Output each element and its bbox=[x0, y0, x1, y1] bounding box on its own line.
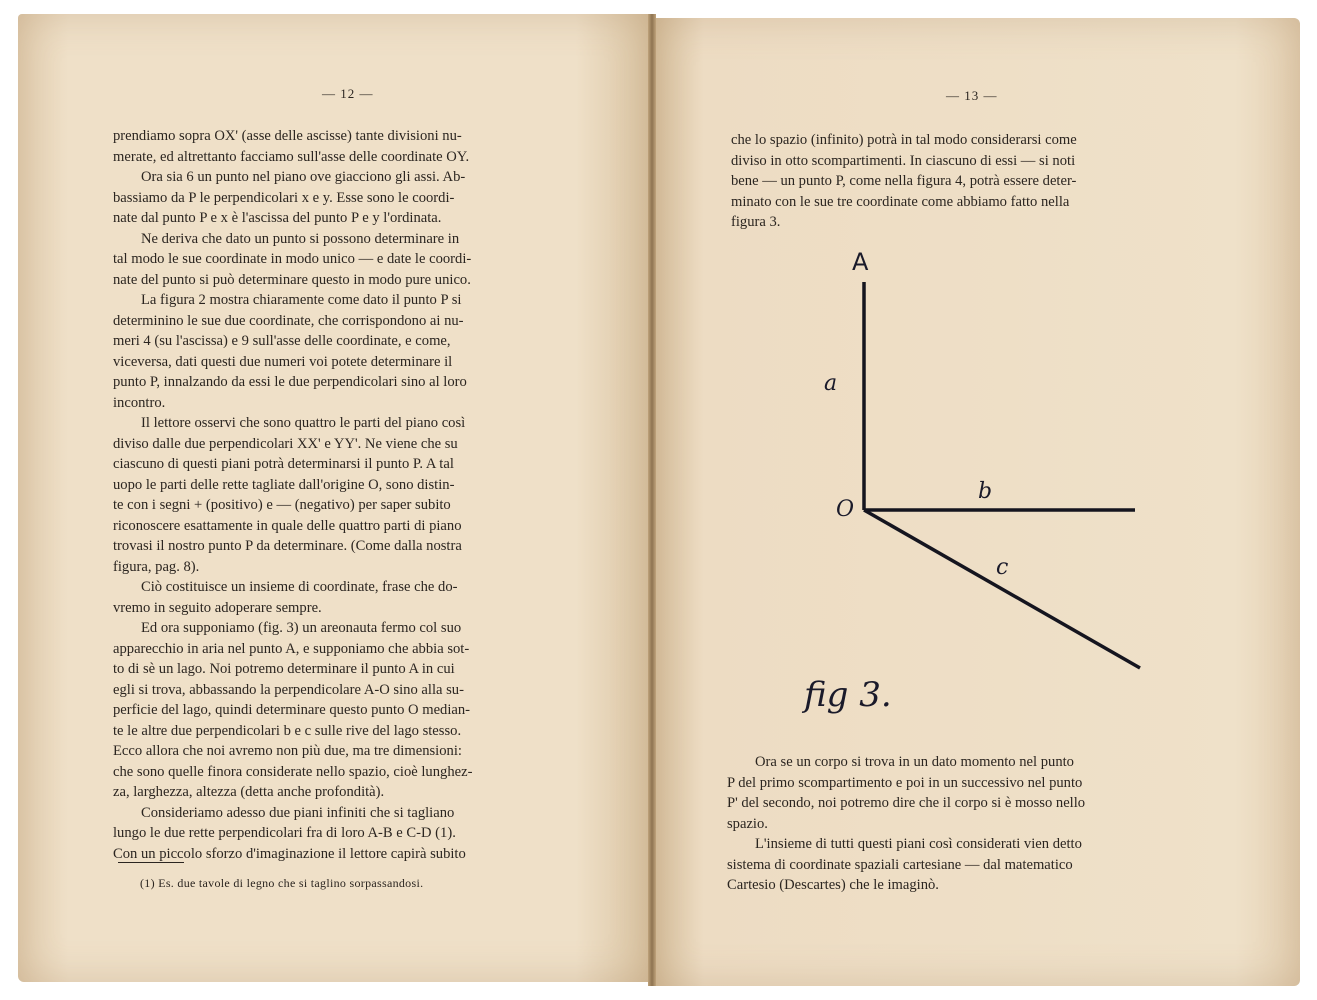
text-line: Ne deriva che dato un punto si possono determinare in bbox=[141, 230, 460, 247]
text-line: sistema di coordinate spaziali cartesiane — dal matematico bbox=[727, 856, 1073, 873]
label-O: O bbox=[836, 497, 855, 522]
text-line: Ed ora supponiamo (fig. 3) un areonauta fermo col suo bbox=[141, 620, 462, 636]
text-line: merate, ed altrettanto facciamo sull'asse delle coordinate OY. bbox=[113, 148, 470, 165]
text-line: nate dal punto P e x è l'ascissa del punto P e y l'ordinata. bbox=[113, 210, 442, 226]
text-line: spazio. bbox=[727, 815, 768, 832]
text-line: Il lettore osservi che sono quattro le parti del piano così bbox=[141, 415, 466, 431]
text-line: nate del punto si può determinare questo in modo pure unico. bbox=[113, 271, 471, 288]
text-line: figura 3. bbox=[731, 214, 781, 230]
label-a: a bbox=[824, 371, 838, 396]
axis-c-line bbox=[864, 510, 1140, 668]
text-line: incontro. bbox=[113, 394, 166, 411]
text-line: determinino le sue due coordinate, che corrispondono ai nu- bbox=[113, 312, 464, 329]
text-line: uopo le parti delle rette tagliate dall'origine O, sono distin- bbox=[113, 476, 455, 493]
book-spine bbox=[648, 14, 656, 986]
text-line: che lo spazio (infinito) potrà in tal modo considerarsi come bbox=[731, 132, 1077, 148]
text-line: ciascuno di questi piani potrà determinarsi il punto P. A tal bbox=[113, 456, 454, 472]
text-line: diviso dalle due perpendicolari XX' e YY'. Ne viene che su bbox=[113, 435, 458, 452]
text-line: minato con le sue tre coordinate come abbiamo fatto nella bbox=[731, 193, 1070, 210]
text-line: Con un piccolo sforzo d'imaginazione il lettore capirà subito bbox=[113, 845, 466, 862]
text-line: lungo le due rette perpendicolari fra di loro A-B e C-D (1). bbox=[113, 825, 456, 841]
text-line: punto P, innalzando da essi le due perpendicolari sino al loro bbox=[113, 374, 467, 390]
text-line: Ciò costituisce un insieme di coordinate, frase che do- bbox=[141, 579, 458, 595]
text-line: Ecco allora che noi avremo non più due, ma tre dimensioni: bbox=[113, 743, 462, 759]
left-page-number: — 12 — bbox=[322, 86, 374, 101]
text-line: viceversa, dati questi due numeri voi potete determinare il bbox=[113, 353, 453, 370]
text-line: to di sè un lago. Noi potremo determinare il punto A in cui bbox=[113, 661, 455, 677]
figure-3-diagram bbox=[780, 240, 1160, 720]
text-line: tal modo le sue coordinate in modo unico — e date le coordi- bbox=[113, 251, 472, 267]
text-line: Ora se un corpo si trova in un dato momento nel punto bbox=[755, 754, 1074, 770]
label-b: b bbox=[978, 479, 993, 504]
text-line: vremo in seguito adoperare sempre. bbox=[113, 599, 322, 616]
text-line: trovasi il nostro punto P da determinare. (Come dalla nostra bbox=[113, 538, 462, 554]
footnote: (1) Es. due tavole di legno che si taglino sorpassandosi. bbox=[140, 876, 424, 890]
text-line: P del primo scompartimento e poi in un successivo nel punto bbox=[727, 774, 1083, 791]
text-line: P' del secondo, noi potremo dire che il corpo si è mosso nello bbox=[727, 795, 1086, 811]
text-line: apparecchio in aria nel punto A, e supponiamo che abbia sot- bbox=[113, 640, 470, 657]
text-line: Consideriamo adesso due piani infiniti che si tagliano bbox=[141, 804, 455, 821]
text-line: egli si trova, abbassando la perpendicolare A-O sino alla su- bbox=[113, 681, 464, 698]
text-line: che sono quelle finora considerate nello spazio, cioè lunghez- bbox=[113, 763, 473, 780]
right-page-number: — 13 — bbox=[946, 88, 998, 103]
text-line: perficie del lago, quindi determinare questo punto O median- bbox=[113, 702, 471, 718]
right-page-top-text bbox=[731, 130, 1211, 233]
text-line: riconoscere esattamente in quale delle quattro parti di piano bbox=[113, 517, 462, 534]
text-line: La figura 2 mostra chiaramente come dato il punto P si bbox=[141, 292, 462, 308]
text-line: Ora sia 6 un punto nel piano ove giacciono gli assi. Ab- bbox=[141, 169, 466, 185]
footnote-divider bbox=[118, 862, 184, 863]
text-line: L'insieme di tutti questi piani così considerati vien detto bbox=[755, 836, 1082, 852]
figure-caption: fig 3. bbox=[804, 675, 892, 715]
label-c: c bbox=[996, 555, 1009, 580]
text-line: za, larghezza, altezza (detta anche profondità). bbox=[113, 784, 385, 800]
text-line: bene — un punto P, come nella figura 4, potrà essere deter- bbox=[731, 173, 1077, 189]
text-line: meri 4 (su l'ascissa) e 9 sull'asse delle coordinate, e come, bbox=[113, 333, 451, 349]
text-line: figura, pag. 8). bbox=[113, 558, 200, 575]
right-page-bottom-text bbox=[727, 752, 1211, 896]
text-line: te con i segni + (positivo) e — (negativo) per saper subito bbox=[113, 497, 451, 513]
text-line: prendiamo sopra OX' (asse delle ascisse) tante divisioni nu- bbox=[113, 128, 462, 144]
text-line: bassiamo da P le perpendicolari x e y. Esse sono le coordi- bbox=[113, 189, 455, 206]
left-page-body bbox=[113, 126, 583, 864]
text-line: te le altre due perpendicolari b e c sulle rive del lago stesso. bbox=[113, 722, 462, 739]
text-line: diviso in otto scompartimenti. In ciascuno di essi — si noti bbox=[731, 152, 1076, 169]
label-A: A bbox=[852, 248, 869, 276]
text-line: Cartesio (Descartes) che le imaginò. bbox=[727, 877, 939, 893]
